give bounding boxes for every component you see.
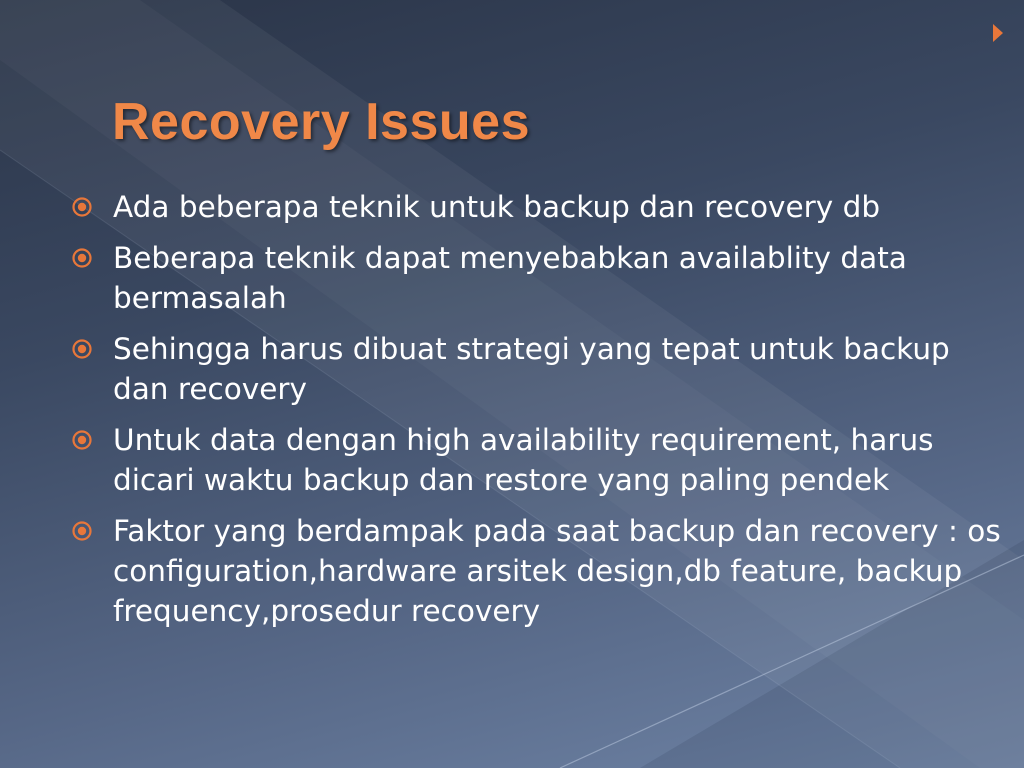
bullet-item	[0, 238, 1024, 318]
bullet-list	[0, 187, 1024, 642]
bullet-text: Ada beberapa teknik untuk backup dan recovery db	[113, 190, 881, 224]
bullet-item	[0, 420, 1024, 500]
bullet-text: Beberapa teknik dapat menyebabkan availablity data bermasalah	[113, 241, 907, 315]
bullet-item	[0, 329, 1024, 409]
slide-title: Recovery Issues	[112, 93, 530, 151]
circled-dot-bullet-icon	[71, 520, 93, 542]
bullet-item	[0, 511, 1024, 631]
slide-chevron-icon	[993, 24, 1003, 42]
circled-dot-bullet-icon	[71, 338, 93, 360]
bullet-item	[0, 187, 1024, 227]
bullet-text: Faktor yang berdampak pada saat backup dan recovery : os configuration,hardware arsitek design,db feature, backup frequency,prosedur recovery	[113, 514, 1001, 628]
bullet-text: Untuk data dengan high availability requirement, harus dicari waktu backup dan restore yang paling pendek	[113, 423, 934, 497]
circled-dot-bullet-icon	[71, 196, 93, 218]
circled-dot-bullet-icon	[71, 429, 93, 451]
bullet-text: Sehingga harus dibuat strategi yang tepat untuk backup dan recovery	[113, 332, 950, 406]
circled-dot-bullet-icon	[71, 247, 93, 269]
